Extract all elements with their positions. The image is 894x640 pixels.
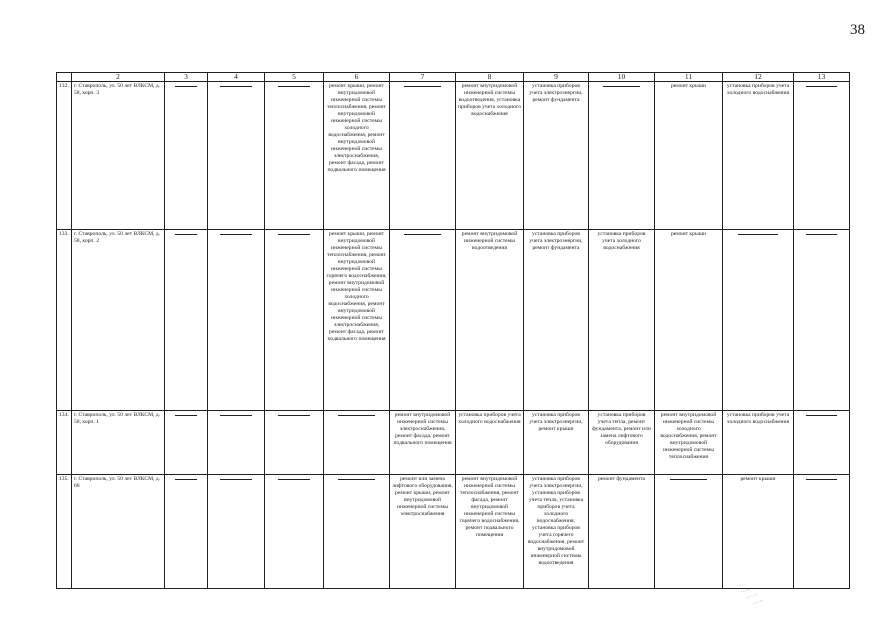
- work-cell: установка приборов учета холодного водоснабжения: [723, 411, 794, 475]
- empty-dash-cell: [208, 411, 265, 475]
- dash-mark: [175, 234, 198, 235]
- address-cell: г. Ставрополь, ул. 50 лет ВЛКСМ, д. 58, корп. 2: [72, 230, 165, 411]
- column-number: 12: [723, 73, 794, 82]
- dash-mark: [220, 479, 251, 480]
- empty-dash-cell: [794, 475, 850, 589]
- column-number: 6: [324, 73, 390, 82]
- empty-dash-cell: [265, 230, 324, 411]
- column-number: 9: [524, 73, 589, 82]
- dash-mark: [404, 234, 441, 235]
- work-cell: ремонт крыши, ремонт внутридомовой инженерной системы теплоснабжения, ремонт внутридомовой инженерной системы холодного водоснабжения, ремонт внутридомовой инженерной системы электроснабжения, ремонт фасада, ремонт подвального помещения: [324, 82, 390, 230]
- row-number: 135.: [57, 475, 72, 589]
- column-number: [57, 73, 72, 82]
- dash-mark: [220, 86, 251, 87]
- dash-mark: [603, 86, 640, 87]
- work-cell: установка приборов учета электроэнергии, ремонт фундамента: [524, 230, 589, 411]
- dash-mark: [404, 86, 441, 87]
- dash-mark: [220, 234, 251, 235]
- column-number: 7: [390, 73, 456, 82]
- scan-artifact-mark: [735, 580, 765, 608]
- work-cell: установка приборов учета электроэнергии, ремонт крыши: [524, 411, 589, 475]
- table-row: [57, 82, 850, 230]
- dash-mark: [338, 415, 375, 416]
- empty-dash-cell: [208, 230, 265, 411]
- empty-dash-cell: [208, 82, 265, 230]
- empty-dash-cell: [324, 411, 390, 475]
- column-number: 3: [165, 73, 208, 82]
- empty-dash-cell: [390, 230, 456, 411]
- column-number: 4: [208, 73, 265, 82]
- address-cell: г. Ставрополь, ул. 50 лет ВЛКСМ, д. 60: [72, 475, 165, 589]
- work-cell: установка приборов учета холодного водоснабжения: [723, 82, 794, 230]
- dash-mark: [278, 415, 310, 416]
- work-cell: ремонт внутридомовой инженерной системы теплоснабжения, ремонт фасада, ремонт внутридомовой инженерной системы горячего водоснабжения, ремонт подвального помещения: [456, 475, 524, 589]
- work-cell: установка приборов учета холодного водоснабжения: [589, 230, 655, 411]
- empty-dash-cell: [589, 82, 655, 230]
- work-cell: ремонт крыши: [723, 475, 794, 589]
- row-number: 132.: [57, 82, 72, 230]
- empty-dash-cell: [324, 475, 390, 589]
- work-cell: ремонт или замена лифтового оборудования, ремонт крыши, ремонт внутридомовой инженерной системы электроснабжения: [390, 475, 456, 589]
- work-cell: установка приборов учета тепла, ремонт фундамента, ремонт или замена лифтового оборудования: [589, 411, 655, 475]
- column-number: 11: [655, 73, 723, 82]
- repair-schedule-table: [56, 72, 850, 589]
- column-number: 8: [456, 73, 524, 82]
- empty-dash-cell: [165, 411, 208, 475]
- row-number: 133.: [57, 230, 72, 411]
- empty-dash-cell: [265, 475, 324, 589]
- empty-dash-cell: [265, 411, 324, 475]
- column-number: 13: [794, 73, 850, 82]
- dash-mark: [278, 86, 310, 87]
- dash-mark: [338, 479, 375, 480]
- address-cell: г. Ставрополь, ул. 50 лет ВЛКСМ, д. 58, корп. 3: [72, 82, 165, 230]
- work-cell: ремонт внутридомовой инженерной системы водоотведения: [456, 230, 524, 411]
- work-cell: ремонт крыши: [655, 82, 723, 230]
- dash-mark: [806, 234, 837, 235]
- dash-mark: [806, 86, 837, 87]
- empty-dash-cell: [265, 82, 324, 230]
- work-cell: ремонт внутридомовой инженерной системы электроснабжения, ремонт фасада, ремонт подвального помещения: [390, 411, 456, 475]
- empty-dash-cell: [208, 475, 265, 589]
- empty-dash-cell: [794, 411, 850, 475]
- empty-dash-cell: [723, 230, 794, 411]
- row-number: 134.: [57, 411, 72, 475]
- dash-mark: [278, 234, 310, 235]
- empty-dash-cell: [165, 230, 208, 411]
- page-number: 38: [850, 22, 865, 38]
- empty-dash-cell: [794, 82, 850, 230]
- empty-dash-cell: [655, 475, 723, 589]
- empty-dash-cell: [794, 230, 850, 411]
- column-number-row: [57, 73, 850, 82]
- dash-mark: [806, 415, 837, 416]
- work-cell: ремонт крыши: [655, 230, 723, 411]
- empty-dash-cell: [390, 82, 456, 230]
- column-number: 5: [265, 73, 324, 82]
- dash-mark: [175, 479, 198, 480]
- work-cell: установка приборов учета электроэнергии, установка приборов учета тепла, установка приборов учета холодного водоснабжения, установка приборов учета горячего водоснабжения, ремонт внутридомовой инженерной системы водоотведения: [524, 475, 589, 589]
- empty-dash-cell: [165, 475, 208, 589]
- column-number: 10: [589, 73, 655, 82]
- dash-mark: [670, 479, 708, 480]
- table-row: [57, 411, 850, 475]
- empty-dash-cell: [165, 82, 208, 230]
- work-cell: установка приборов учета электроэнергии, ремонт фундамента: [524, 82, 589, 230]
- table-row: [57, 475, 850, 589]
- work-cell: ремонт внутридомовой инженерной системы холодного водоснабжения, ремонт внутридомовой инженерной системы теплоснабжения: [655, 411, 723, 475]
- column-number: 2: [72, 73, 165, 82]
- table-row: [57, 230, 850, 411]
- dash-mark: [278, 479, 310, 480]
- work-cell: ремонт внутридомовой инженерной системы водоотведения, установка приборов учета холодного водоснабжения: [456, 82, 524, 230]
- dash-mark: [175, 415, 198, 416]
- dash-mark: [738, 234, 778, 235]
- dash-mark: [220, 415, 251, 416]
- work-cell: ремонт фундамента: [589, 475, 655, 589]
- work-cell: ремонт крыши, ремонт внутридомовой инженерной системы теплоснабжения, ремонт внутридомовой инженерной системы горячего водоснабжения, ремонт внутридомовой инженерной системы холодного водоснабжения, ремонт внутридомовой инженерной системы электроснабжения, ремонт фасада, ремонт подвального помещения: [324, 230, 390, 411]
- dash-mark: [806, 479, 837, 480]
- address-cell: г. Ставрополь, ул. 50 лет ВЛКСМ, д. 58, корп. 1: [72, 411, 165, 475]
- work-cell: установка приборов учета холодного водоснабжения: [456, 411, 524, 475]
- dash-mark: [175, 86, 198, 87]
